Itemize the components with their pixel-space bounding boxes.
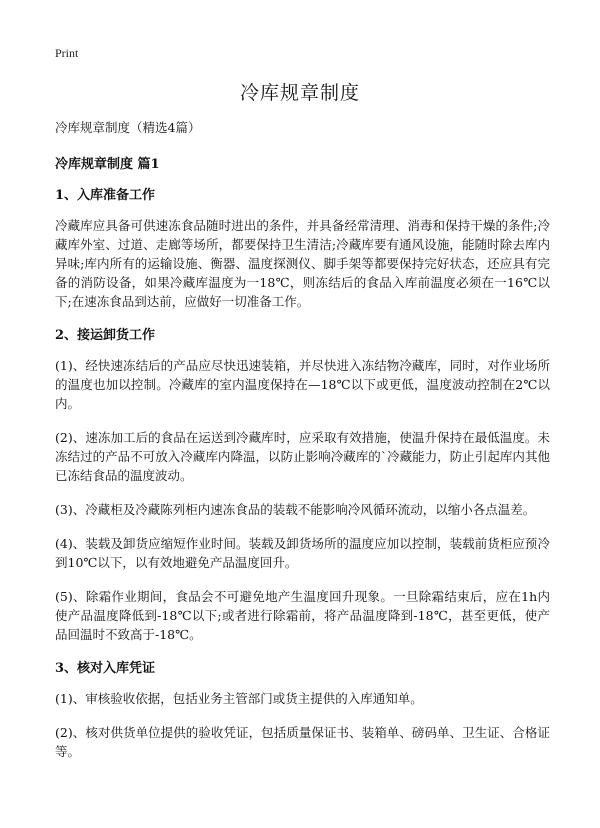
section-heading: 2、接运卸货工作 [55,328,156,343]
document-subtitle: 冷库规章制度（精选4篇） [55,120,201,135]
section-unloading [55,326,550,644]
section-intake-preparation [55,186,550,311]
paragraph: (2)、速冻加工后的食品在运送到冷藏库时，应采取有效措施，使温升保持在最低温度。未冻结过的产品不可放入冷藏库内降温，以防止影响冷藏库的`冷藏能力，防止引起库内其他已冻结食品的温度波动。 [55,430,550,483]
paragraph: (1)、经快速冻结后的产品应尽快迅速装箱，并尽快进入冻结物冷藏库，同时，对作业场所的温度也加以控制。冷藏库的室内温度保持在—18℃以下或更低，温度波动控制在2℃以内。 [55,358,550,411]
section-verify-vouchers [55,659,550,761]
paragraph: (2)、核对供货单位提供的验收凭证，包括质量保证书、装箱单、磅码单、卫生证、合格证等。 [55,725,550,759]
article-heading: 冷库规章制度 篇1 [55,157,160,172]
paragraph: (5)、除霜作业期间，食品会不可避免地产生温度回升现象。一旦除霜结束后，应在1h内使产品温度降低到-18℃以下;或者进行除霜前，将产品温度降到-18℃，甚至更低，使产品回温时不致高于-18℃。 [55,589,550,642]
section-heading: 3、核对入库凭证 [55,661,156,676]
paragraph: (3)、冷藏柜及冷藏陈列柜内速冻食品的装载不能影响冷风循环流动，以缩小各点温差。 [55,502,536,517]
paragraph: 冷藏库应具备可供速冻食品随时进出的条件，并具备经常清理、消毒和保持干燥的条件;冷藏库外室、过道、走廊等场所，都要保持卫生清洁;冷藏库要有通风设施，能随时除去库内异味;库内所有的运输设施、衡器、温度探测仪、脚手架等都要保持完好状态，还应具有完备的消防设备，如果冷藏库温度为一18℃，则冻结后的食品入库前温度必须在一16℃以下;在速冻食品到达前，应做好一切准备工作。 [55,218,550,309]
paragraph: (4)、装载及卸货应缩短作业时间。装载及卸货场所的温度应加以控制，装载前货柜应预冷到10℃以下，以有效地避免产品温度回升。 [55,536,550,570]
section-heading: 1、入库准备工作 [55,188,156,203]
page-title: 冷库规章制度 [239,82,360,104]
paragraph: (1)、审核验收依据，包括业务主管部门或货主提供的入库通知单。 [55,691,423,706]
print-label: Print [55,46,79,60]
document-body [55,118,550,776]
